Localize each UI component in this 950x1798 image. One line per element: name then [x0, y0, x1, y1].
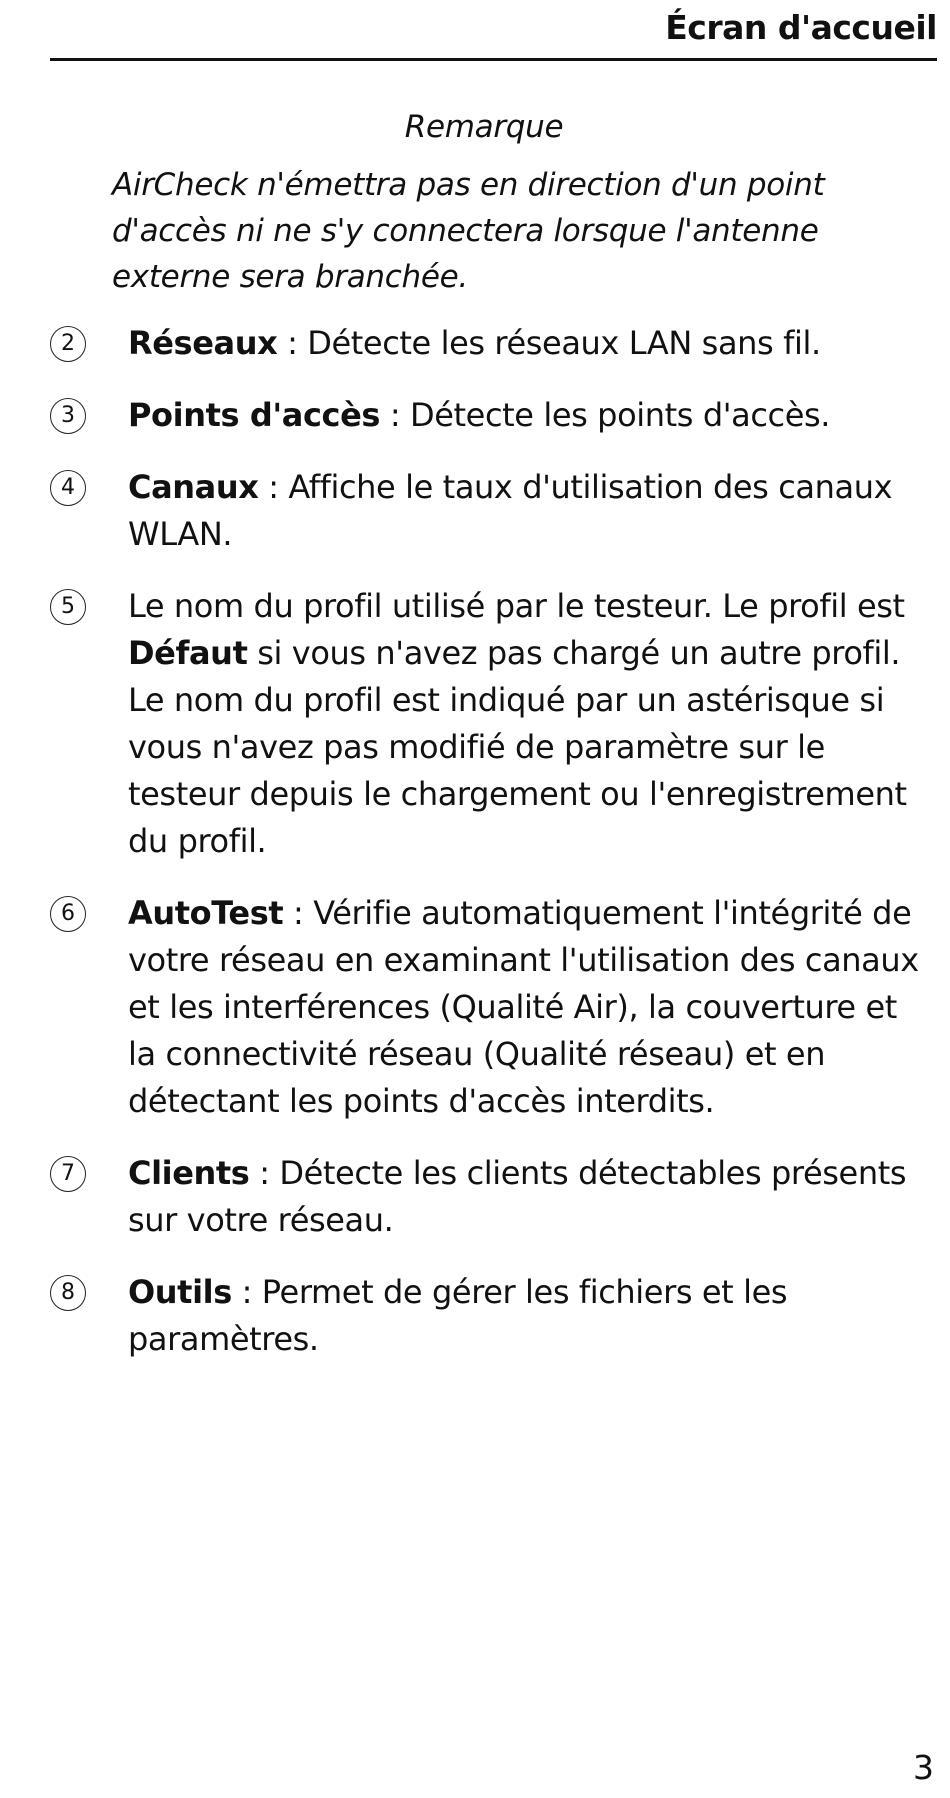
page-header — [50, 0, 937, 61]
item-description: : Affiche le taux d'utilisation des canaux WLAN. — [128, 468, 893, 553]
callout-number: 6 — [50, 896, 86, 932]
item-description: : Permet de gérer les fichiers et les paramètres. — [128, 1273, 788, 1358]
list-item-networks — [50, 320, 930, 367]
note-block — [112, 104, 892, 300]
list-item-autotest — [50, 890, 930, 1125]
item-description: : Détecte les réseaux LAN sans fil. — [277, 324, 821, 362]
list-item-access-points — [50, 392, 930, 439]
item-description-start: Le nom du profil utilisé par le testeur. Le profil est — [128, 587, 905, 625]
item-term: Canaux — [128, 468, 259, 506]
page-number: 3 — [913, 1748, 934, 1787]
item-description: : Détecte les points d'accès. — [380, 396, 831, 434]
callout-number: 7 — [50, 1156, 86, 1192]
callout-number: 2 — [50, 326, 86, 362]
list-item-clients — [50, 1150, 930, 1244]
list-item-channels — [50, 464, 930, 558]
item-term: Outils — [128, 1273, 232, 1311]
list-item-tools — [50, 1269, 930, 1363]
callout-number: 4 — [50, 470, 86, 506]
item-description: : Détecte les clients détectables présents sur votre réseau. — [128, 1154, 907, 1239]
callout-number: 8 — [50, 1275, 86, 1311]
callout-number: 5 — [50, 589, 86, 625]
item-term: Clients — [128, 1154, 250, 1192]
section-title: Écran d'accueil — [665, 8, 937, 47]
item-list — [50, 320, 930, 1388]
item-term: Défaut — [128, 634, 248, 672]
callout-number: 3 — [50, 398, 86, 434]
item-description: si vous n'avez pas chargé un autre profil. Le nom du profil est indiqué par un astérisque si vous n'avez pas modifié de paramètre sur le testeur depuis le chargement ou l'enregistrement du profil. — [128, 634, 907, 860]
note-title-row — [0, 104, 766, 150]
note-text: AirCheck n'émettra pas en direction d'un point d'accès ni ne s'y connectera lorsque l'antenne externe sera branchée. — [112, 167, 825, 295]
list-item-profile — [50, 583, 930, 865]
note-title: Remarque — [404, 109, 564, 145]
item-term: AutoTest — [128, 894, 284, 932]
item-description: : Vérifie automatiquement l'intégrité de votre réseau en examinant l'utilisation des canaux et les interférences (Qualité Air), la couverture et la connectivité réseau (Qualité réseau) et en détectant les points d'accès interdits. — [128, 894, 919, 1120]
item-term: Points d'accès — [128, 396, 381, 434]
item-term: Réseaux — [128, 324, 278, 362]
